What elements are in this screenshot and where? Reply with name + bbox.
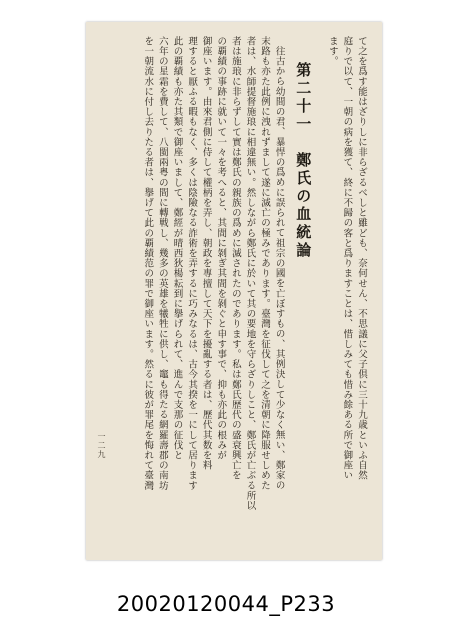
paragraph-2-line-2: 此の覇績も亦た其類で御座いまして、鄭經が晴西狄楊耘到に擧げられて、進んで支那の征伐と — [171, 36, 183, 461]
prev-line-2: 庭りで以て、一朝の病を獲て、終に不歸の客と爲りますことは、惜しみても惜み餘ある所で御座い — [341, 36, 353, 481]
chapter-heading: 第二十一 鄭氏の血統論 — [294, 62, 313, 260]
paragraph-1-line-2: 末路も亦た此例に洩れずまして遂に滅亡の極みであります。臺灣を征伐して之を清朝に降服せしめた — [259, 36, 271, 491]
prev-line-1: て之を爲す能はざりしに非らざるべしと雖ども、奈何せん、不思議に父子倶に三十九歳といふ自然 — [356, 36, 367, 481]
vertical-text-body — [106, 36, 368, 536]
image-caption: 20020120044_P233 — [116, 592, 336, 616]
book-page — [86, 22, 382, 560]
paragraph-1-line-3: 者は、水師提督施琅に相違無い。然しながら鄭氏に於いて其の要地を守らざりしこと、鄭氏が亡ぶる所以 — [244, 36, 256, 511]
paragraph-1-line-6: 御座います。由來君側に侍して權柄を弄し、朝政を專擅して天下を擾亂する者は、歷代其数を料 — [200, 36, 212, 471]
prev-line-3: ます。 — [326, 36, 338, 67]
paragraph-1-line-5: の覇績の事跡に就いて一々を考へると、其間に剝ぎ其間を剝ぐと申す事で、抑も亦此の根みが — [215, 36, 227, 461]
paragraph-1-line-1: 往古から幼間の君、暴悍の爲めに誤られて祖宗の國を亡ぼすもの、其例決して少なく無い、鄭家の — [273, 45, 285, 490]
paragraph-2-line-3: 六年の星霜を費して、八閩兩粤の間に轉戦し、幾多の英雄を犧牲に供し、竈も得たる網羅壽郡の南坊 — [156, 36, 168, 491]
paragraph-2-line-1: 理すると厭ふる暇もなく、多くは陰險なる詐術を弄するに巧みなるは、古今其揆を一にして居ります — [186, 36, 198, 491]
paragraph-1-line-4: 者は施琅に非らずして實は鄭氏の親族の爲めに滅されたのであります。私は鄭氏歴代の盛衰興亡を — [229, 36, 241, 481]
page-number: 一二九 — [97, 432, 106, 459]
paragraph-2-line-4: を一朝流水に付し去りたる者は、擧げて此の覇績范の罪で御座います。然るに彼が罪尾を悔れて臺灣 — [142, 36, 154, 491]
